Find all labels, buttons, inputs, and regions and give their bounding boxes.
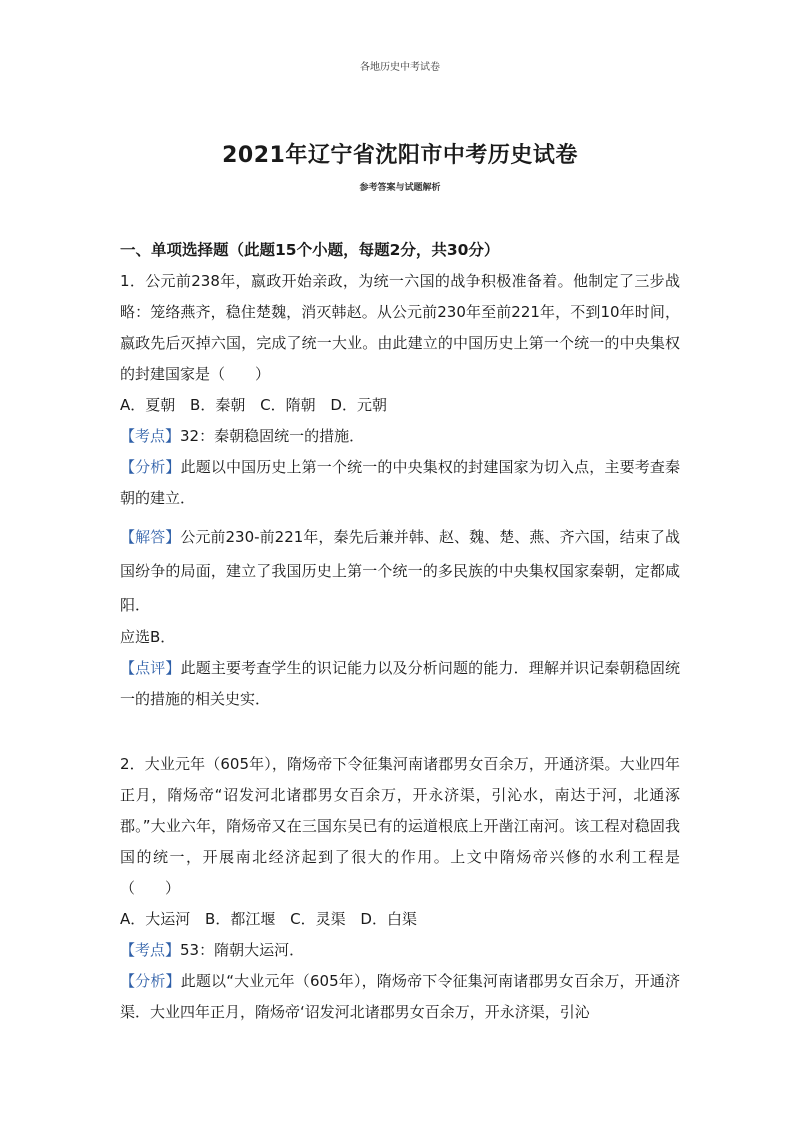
fenxi-tag: 【分析】 bbox=[120, 972, 181, 990]
kaodian-tag: 【考点】 bbox=[120, 941, 181, 959]
kaodian-text: 32：秦朝稳固统一的措施． bbox=[180, 427, 365, 445]
kaodian bbox=[120, 421, 680, 452]
dianping-text: 此题主要考查学生的识记能力以及分析问题的能力．理解并识记秦朝稳固统一的措施的相关史实． bbox=[120, 659, 680, 708]
question-stem: 2．大业元年（605年），隋炀帝下令征集河南诸郡男女百余万，开通济渠。大业四年正月，隋炀帝“诏发河北诸郡男女百余万，开永济渠，引沁水，南达于河，北通涿郡。”大业六年，隋炀帝又在三国东吴已有的运道根底上开凿江南河。该工程对稳固我国的统一，开展南北经济起到了很大的作用。上文中隋炀帝兴修的水利工程是（ ） bbox=[120, 755, 680, 897]
section-heading: 一、单项选择题（此题15个小题，每题2分，共30分） bbox=[120, 241, 500, 259]
option-a: A．夏朝 bbox=[120, 396, 176, 414]
fenxi bbox=[120, 452, 680, 514]
question-options bbox=[120, 904, 680, 935]
exam-subtitle: 参考答案与试题解析 bbox=[359, 183, 441, 193]
jieda-tag: 【解答】 bbox=[120, 528, 181, 546]
option-d: D．白渠 bbox=[360, 910, 417, 928]
fenxi-tag: 【分析】 bbox=[120, 458, 181, 476]
option-c: C．隋朝 bbox=[260, 396, 316, 414]
answer: 应选B． bbox=[120, 628, 176, 646]
dianping-tag: 【点评】 bbox=[120, 659, 181, 677]
question-options bbox=[120, 390, 680, 421]
option-d: D．元朝 bbox=[330, 396, 387, 414]
option-b: B．秦朝 bbox=[190, 396, 246, 414]
jieda bbox=[120, 520, 680, 622]
question-stem: 1．公元前238年，嬴政开始亲政，为统一六国的战争积极准备着。他制定了三步战略：笼络燕齐，稳住楚魏，消灭韩赵。从公元前230年至前221年，不到10年时间，嬴政先后灭掉六国，完成了统一大业。由此建立的中国历史上第一个统一的中央集权的封建国家是（ ） bbox=[120, 272, 680, 383]
fenxi-text: 此题以中国历史上第一个统一的中央集权的封建国家为切入点，主要考查秦朝的建立． bbox=[120, 458, 680, 507]
question-2 bbox=[120, 749, 680, 1028]
exam-title: 2021年辽宁省沈阳市中考历史试卷 bbox=[222, 143, 578, 168]
kaodian bbox=[120, 935, 680, 966]
fenxi bbox=[120, 966, 680, 1028]
option-c: C．灵渠 bbox=[290, 910, 346, 928]
fenxi-text: 此题以“大业元年（605年），隋炀帝下令征集河南诸郡男女百余万，开通济渠．大业四年正月，隋炀帝‘诏发河北诸郡男女百余万，开永济渠，引沁 bbox=[120, 972, 680, 1021]
dianping bbox=[120, 653, 680, 715]
option-b: B．都江堰 bbox=[205, 910, 276, 928]
exam-content bbox=[120, 236, 680, 1028]
question-1 bbox=[120, 266, 680, 715]
kaodian-tag: 【考点】 bbox=[120, 427, 181, 445]
page-header: 各地历史中考试卷 bbox=[360, 62, 440, 73]
option-a: A．大运河 bbox=[120, 910, 191, 928]
jieda-text: 公元前230-前221年，秦先后兼并韩、赵、魏、楚、燕、齐六国，结束了战国纷争的局面，建立了我国历史上第一个统一的多民族的中央集权国家秦朝，定都咸阳． bbox=[120, 528, 680, 614]
kaodian-text: 53：隋朝大运河． bbox=[180, 941, 305, 959]
